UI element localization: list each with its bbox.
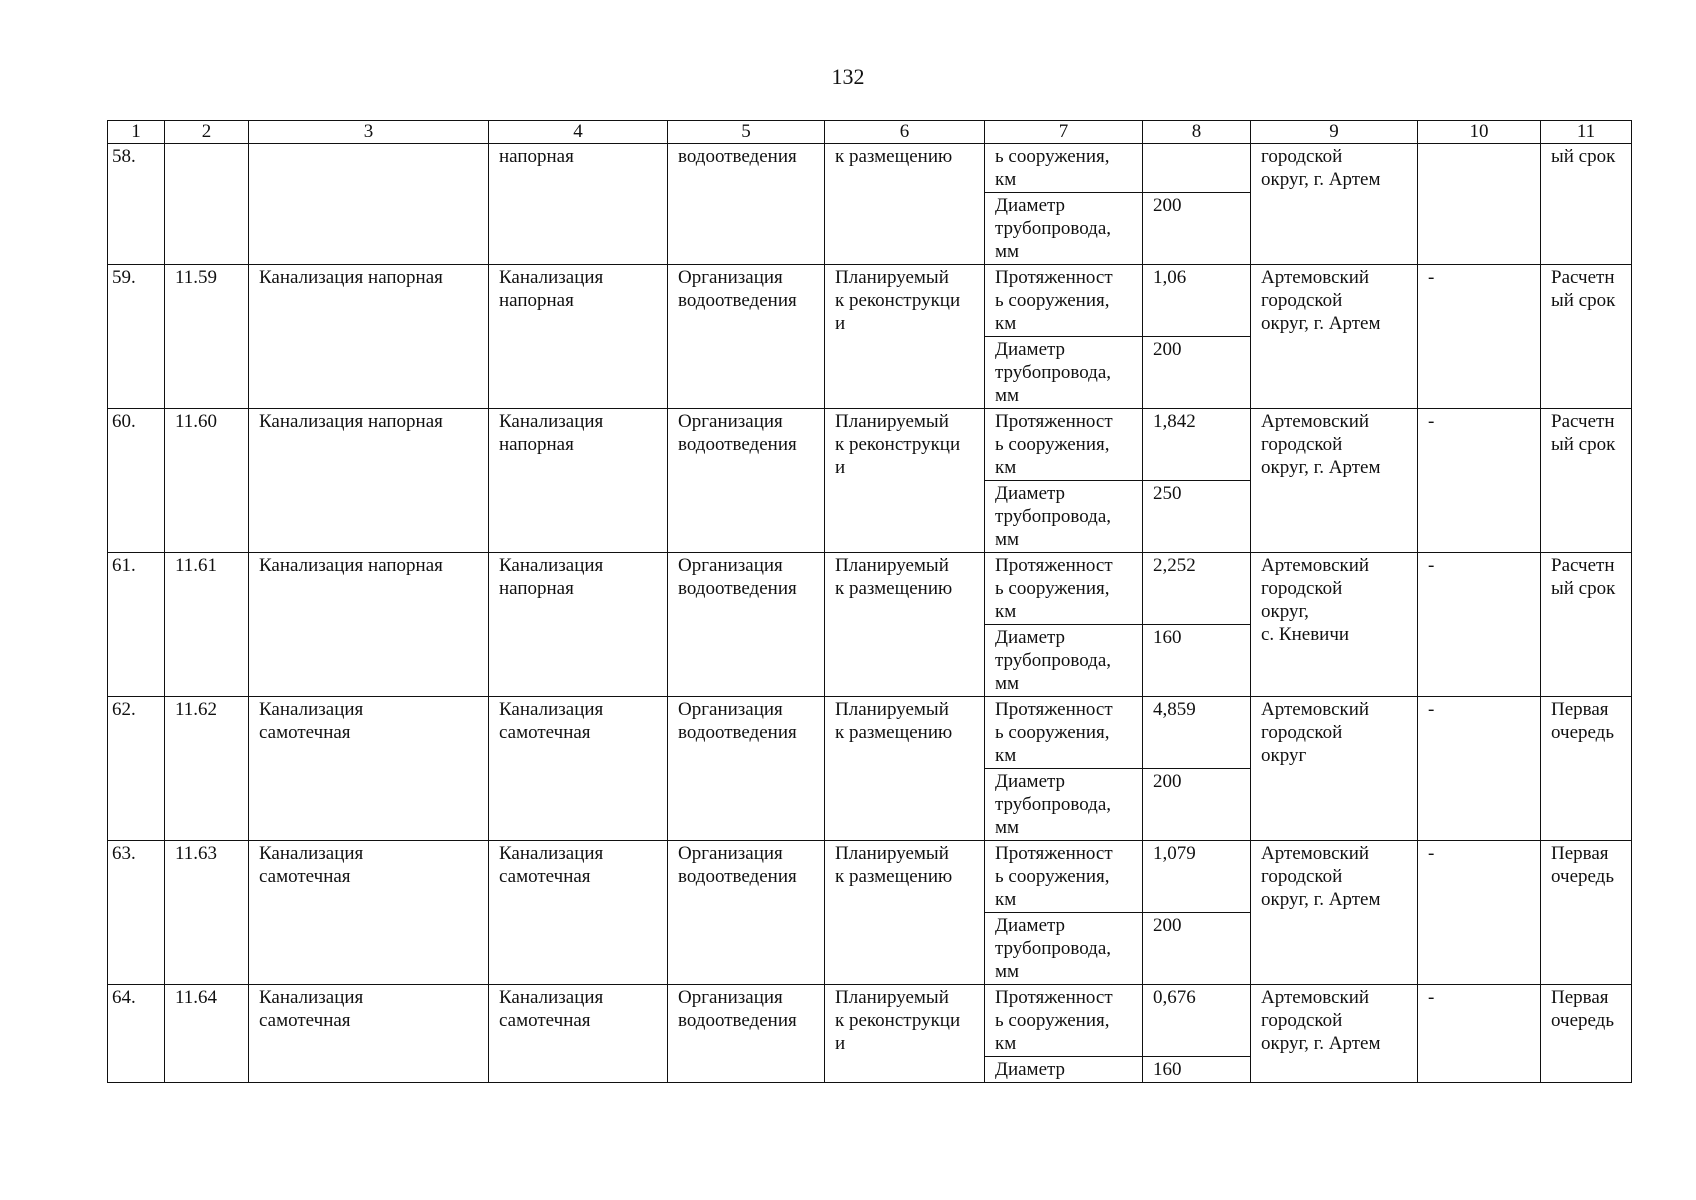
column-header: 8 (1143, 121, 1251, 144)
column-number-header-row (108, 121, 1632, 144)
object-type-cell: Канализация самотечная (489, 841, 668, 985)
object-type-cell: Канализация напорная (489, 409, 668, 553)
diameter-label-cell: Диаметр трубопровода, мм (985, 769, 1143, 841)
object-name-cell: Канализация напорная (249, 265, 489, 409)
diameter-label-cell: Диаметр трубопровода, мм (985, 193, 1143, 265)
location-cell: городской округ, г. Артем (1251, 144, 1418, 265)
length-label-cell: Протяженност ь сооружения, км (985, 841, 1143, 913)
length-value-cell: 4,859 (1143, 697, 1251, 769)
object-status-cell: Планируемый к реконструкци и (825, 265, 985, 409)
column-header: 4 (489, 121, 668, 144)
object-name-cell (249, 144, 489, 265)
object-code-cell: 11.63 (165, 841, 249, 985)
object-purpose-cell: Организация водоотведения (668, 553, 825, 697)
object-name-cell: Канализация самотечная (249, 841, 489, 985)
table-row (108, 553, 1632, 625)
column-header: 3 (249, 121, 489, 144)
object-status-cell: Планируемый к реконструкци и (825, 985, 985, 1083)
column-10-cell: - (1418, 553, 1541, 697)
object-type-cell: напорная (489, 144, 668, 265)
diameter-value-cell: 200 (1143, 769, 1251, 841)
column-10-cell (1418, 144, 1541, 265)
object-name-cell: Канализация самотечная (249, 985, 489, 1083)
object-type-cell: Канализация самотечная (489, 985, 668, 1083)
term-cell: Расчетн ый срок (1541, 265, 1632, 409)
term-cell: Первая очередь (1541, 697, 1632, 841)
term-cell: Расчетн ый срок (1541, 553, 1632, 697)
object-purpose-cell: Организация водоотведения (668, 697, 825, 841)
page-number: 132 (831, 64, 865, 89)
column-header: 7 (985, 121, 1143, 144)
object-name-cell: Канализация напорная (249, 553, 489, 697)
length-label-cell: Протяженност ь сооружения, км (985, 553, 1143, 625)
object-code-cell: 11.62 (165, 697, 249, 841)
column-header: 2 (165, 121, 249, 144)
diameter-label-cell: Диаметр трубопровода, мм (985, 481, 1143, 553)
object-code-cell: 11.59 (165, 265, 249, 409)
table-row (108, 697, 1632, 769)
object-status-cell: Планируемый к размещению (825, 841, 985, 985)
length-value-cell: 0,676 (1143, 985, 1251, 1057)
diameter-value-cell: 160 (1143, 1057, 1251, 1083)
location-cell: Артемовский городской округ, г. Артем (1251, 409, 1418, 553)
object-code-cell (165, 144, 249, 265)
object-status-cell: Планируемый к размещению (825, 553, 985, 697)
diameter-value-cell: 200 (1143, 193, 1251, 265)
row-number-cell: 63. (108, 841, 165, 985)
term-cell: Первая очередь (1541, 985, 1632, 1083)
length-value-cell: 2,252 (1143, 553, 1251, 625)
length-value-cell: 1,842 (1143, 409, 1251, 481)
object-type-cell: Канализация напорная (489, 553, 668, 697)
column-header: 1 (108, 121, 165, 144)
table-row (108, 841, 1632, 913)
diameter-value-cell: 160 (1143, 625, 1251, 697)
column-header: 11 (1541, 121, 1632, 144)
object-purpose-cell: Организация водоотведения (668, 265, 825, 409)
object-type-cell: Канализация самотечная (489, 697, 668, 841)
length-value-cell: 1,06 (1143, 265, 1251, 337)
row-number-cell: 60. (108, 409, 165, 553)
object-type-cell: Канализация напорная (489, 265, 668, 409)
column-header: 6 (825, 121, 985, 144)
object-purpose-cell: Организация водоотведения (668, 841, 825, 985)
length-label-cell: ь сооружения, км (985, 144, 1143, 193)
column-10-cell: - (1418, 697, 1541, 841)
diameter-value-cell: 250 (1143, 481, 1251, 553)
object-code-cell: 11.64 (165, 985, 249, 1083)
object-status-cell: Планируемый к реконструкци и (825, 409, 985, 553)
column-10-cell: - (1418, 985, 1541, 1083)
length-label-cell: Протяженност ь сооружения, км (985, 985, 1143, 1057)
length-value-cell: 1,079 (1143, 841, 1251, 913)
column-header: 10 (1418, 121, 1541, 144)
diameter-label-cell: Диаметр (985, 1057, 1143, 1083)
column-header: 5 (668, 121, 825, 144)
diameter-value-cell: 200 (1143, 337, 1251, 409)
object-status-cell: Планируемый к размещению (825, 697, 985, 841)
location-cell: Артемовский городской округ (1251, 697, 1418, 841)
object-name-cell: Канализация напорная (249, 409, 489, 553)
object-purpose-cell: водоотведения (668, 144, 825, 265)
term-cell: Первая очередь (1541, 841, 1632, 985)
row-number-cell: 61. (108, 553, 165, 697)
term-cell: ый срок (1541, 144, 1632, 265)
object-status-cell: к размещению (825, 144, 985, 265)
diameter-label-cell: Диаметр трубопровода, мм (985, 913, 1143, 985)
table-row (108, 265, 1632, 337)
data-table (107, 120, 1632, 1083)
object-code-cell: 11.60 (165, 409, 249, 553)
diameter-label-cell: Диаметр трубопровода, мм (985, 337, 1143, 409)
column-10-cell: - (1418, 409, 1541, 553)
table-body (108, 121, 1632, 1083)
diameter-value-cell: 200 (1143, 913, 1251, 985)
column-10-cell: - (1418, 841, 1541, 985)
table-row (108, 144, 1632, 193)
row-number-cell: 59. (108, 265, 165, 409)
length-label-cell: Протяженност ь сооружения, км (985, 409, 1143, 481)
column-header: 9 (1251, 121, 1418, 144)
length-value-cell (1143, 144, 1251, 193)
object-purpose-cell: Организация водоотведения (668, 985, 825, 1083)
location-cell: Артемовский городской округ, с. Кневичи (1251, 553, 1418, 697)
row-number-cell: 62. (108, 697, 165, 841)
object-code-cell: 11.61 (165, 553, 249, 697)
row-number-cell: 64. (108, 985, 165, 1083)
table-row (108, 409, 1632, 481)
location-cell: Артемовский городской округ, г. Артем (1251, 265, 1418, 409)
length-label-cell: Протяженност ь сооружения, км (985, 265, 1143, 337)
table-row (108, 985, 1632, 1057)
column-10-cell: - (1418, 265, 1541, 409)
row-number-cell: 58. (108, 144, 165, 265)
diameter-label-cell: Диаметр трубопровода, мм (985, 625, 1143, 697)
object-name-cell: Канализация самотечная (249, 697, 489, 841)
location-cell: Артемовский городской округ, г. Артем (1251, 841, 1418, 985)
length-label-cell: Протяженност ь сооружения, км (985, 697, 1143, 769)
term-cell: Расчетн ый срок (1541, 409, 1632, 553)
object-purpose-cell: Организация водоотведения (668, 409, 825, 553)
location-cell: Артемовский городской округ, г. Артем (1251, 985, 1418, 1083)
